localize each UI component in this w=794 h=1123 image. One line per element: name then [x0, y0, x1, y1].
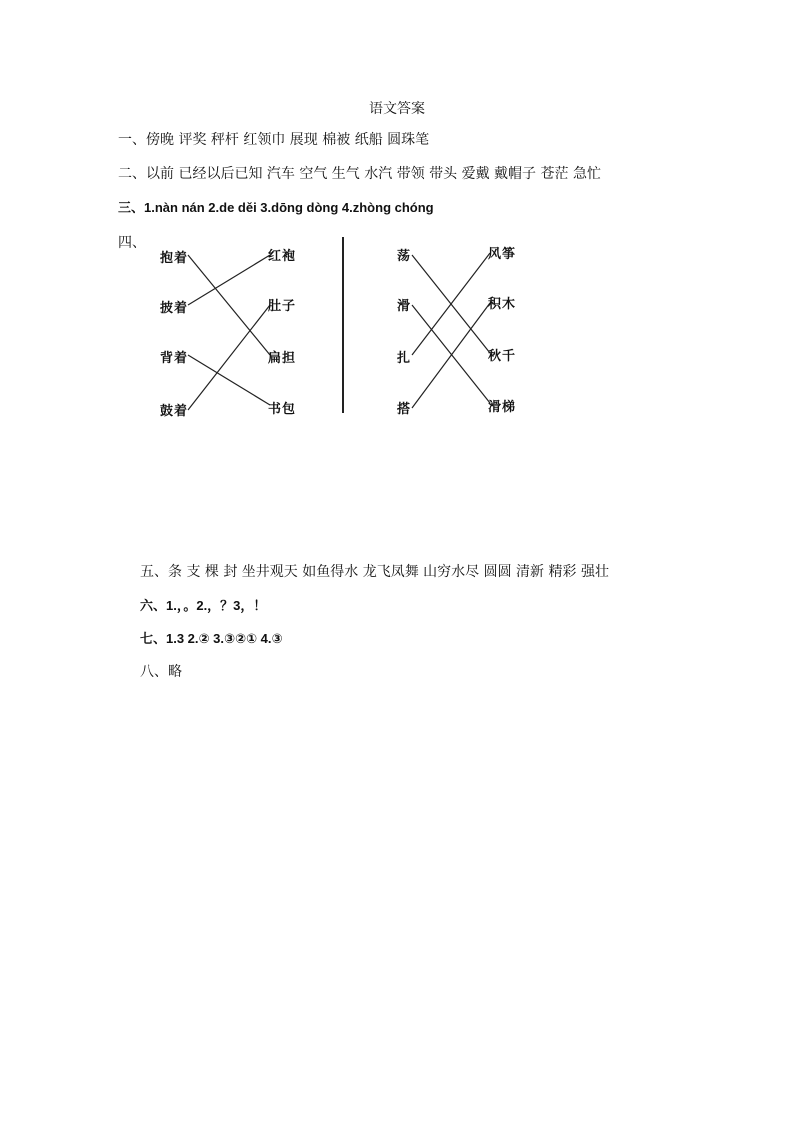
match-line — [188, 355, 270, 405]
answer-section-4-label: 四、 — [118, 235, 146, 251]
answer-section-6: 六、1.，。2.，？3，！ — [140, 598, 267, 613]
answer-section-1: 一、傍晚 评奖 秤杆 红领巾 展现 棉被 纸船 圆珠笔 — [118, 132, 430, 148]
match-word: 荡 — [397, 249, 412, 264]
match-word: 肚子 — [268, 299, 297, 314]
match-line — [412, 253, 490, 355]
match-word: 抱着 — [160, 251, 189, 266]
match-word: 披着 — [160, 301, 189, 316]
match-word: 书包 — [268, 402, 297, 417]
match-word: 红袍 — [268, 249, 297, 264]
match-word: 积木 — [488, 297, 517, 312]
page-title: 语文答案 — [369, 101, 425, 117]
match-word: 秋千 — [488, 349, 517, 364]
match-word: 扎 — [397, 351, 412, 366]
match-line — [188, 255, 270, 355]
match-word: 滑梯 — [488, 400, 517, 415]
match-line — [188, 305, 270, 410]
answer-section-5: 五、条 支 棵 封 坐井观天 如鱼得水 龙飞凤舞 山穷水尽 圆圆 清新 精彩 强壮 — [140, 564, 609, 580]
match-line — [188, 255, 270, 305]
match-word: 背着 — [160, 351, 189, 366]
match-word: 风筝 — [488, 247, 517, 262]
match-word: 搭 — [397, 402, 412, 417]
answer-section-8: 八、略 — [140, 664, 182, 680]
answer-section-7: 七、1.3 2.② 3.③②① 4.③ — [140, 631, 283, 646]
match-word: 扁担 — [268, 351, 297, 366]
match-word: 滑 — [397, 299, 412, 314]
match-word: 鼓着 — [160, 404, 189, 419]
answer-section-2: 二、以前 已经以后已知 汽车 空气 生气 水汽 带领 带头 爱戴 戴帽子 苍茫 急忙 — [118, 166, 601, 182]
answer-section-3: 三、1.nàn nán 2.de děi 3.dōng dòng 4.zhòng chóng — [118, 200, 434, 215]
